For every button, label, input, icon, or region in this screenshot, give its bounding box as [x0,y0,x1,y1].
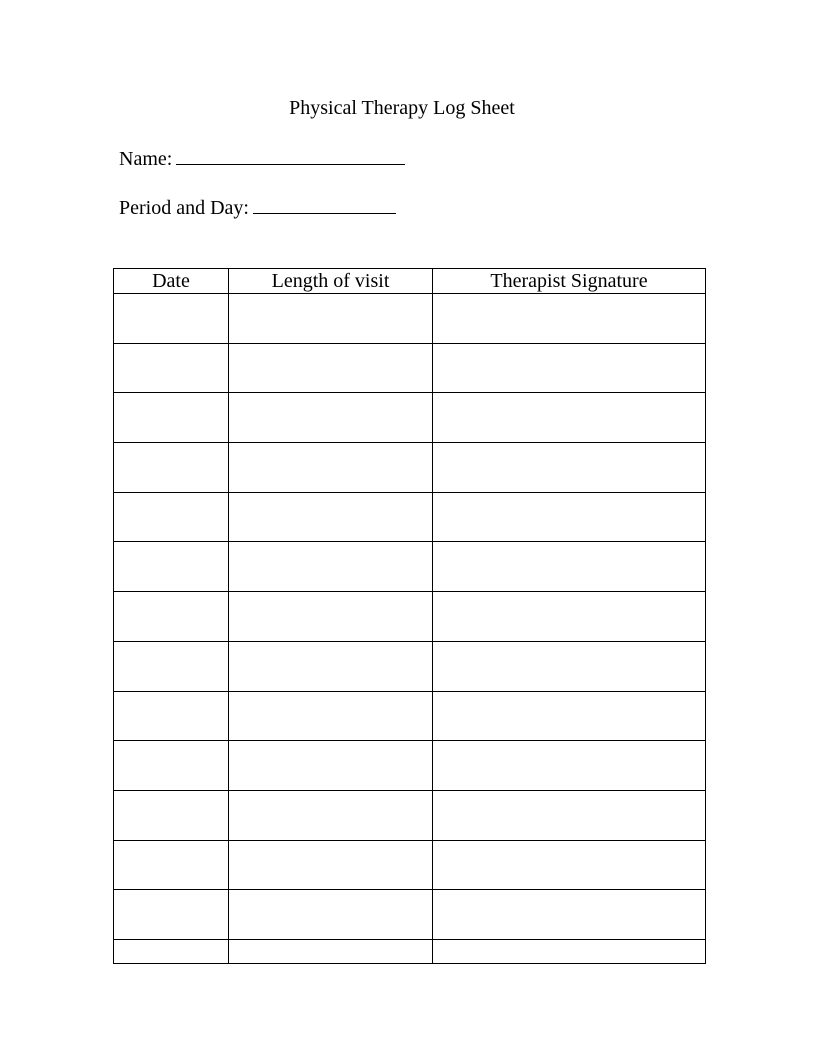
header-length-of-visit: Length of visit [229,269,433,294]
date-cell[interactable] [114,492,229,542]
table-row [114,393,706,443]
signature-cell[interactable] [433,840,706,890]
page-title: Physical Therapy Log Sheet [289,97,515,119]
period-field-row [119,195,396,220]
date-cell[interactable] [114,840,229,890]
signature-cell[interactable] [433,492,706,542]
signature-cell[interactable] [433,343,706,393]
name-field-row [119,146,405,171]
date-cell[interactable] [114,691,229,741]
table-row [114,343,706,393]
signature-cell[interactable] [433,641,706,691]
table-header-row [114,269,706,294]
signature-cell[interactable] [433,890,706,940]
date-cell[interactable] [114,890,229,940]
name-label: Name: [119,148,173,170]
date-cell[interactable] [114,741,229,791]
date-cell[interactable] [114,393,229,443]
signature-cell[interactable] [433,443,706,493]
table-row [114,443,706,493]
date-cell[interactable] [114,790,229,840]
length-cell[interactable] [229,443,433,493]
signature-cell[interactable] [433,939,706,963]
signature-cell[interactable] [433,691,706,741]
table-row [114,790,706,840]
length-cell[interactable] [229,890,433,940]
date-cell[interactable] [114,592,229,642]
signature-cell[interactable] [433,790,706,840]
log-table [113,268,706,964]
length-cell[interactable] [229,790,433,840]
table-row [114,741,706,791]
name-blank-line[interactable] [176,146,405,165]
date-cell[interactable] [114,343,229,393]
length-cell[interactable] [229,393,433,443]
table-row [114,840,706,890]
period-label: Period and Day: [119,197,249,219]
table-row [114,890,706,940]
signature-cell[interactable] [433,393,706,443]
signature-cell[interactable] [433,542,706,592]
date-cell[interactable] [114,641,229,691]
table-row [114,542,706,592]
table-row [114,592,706,642]
length-cell[interactable] [229,343,433,393]
date-cell[interactable] [114,294,229,344]
length-cell[interactable] [229,641,433,691]
header-date: Date [114,269,229,294]
length-cell[interactable] [229,691,433,741]
log-table-body [114,294,706,964]
date-cell[interactable] [114,542,229,592]
date-cell[interactable] [114,939,229,963]
signature-cell[interactable] [433,741,706,791]
length-cell[interactable] [229,840,433,890]
length-cell[interactable] [229,939,433,963]
table-row [114,294,706,344]
table-row [114,691,706,741]
date-cell[interactable] [114,443,229,493]
length-cell[interactable] [229,542,433,592]
length-cell[interactable] [229,741,433,791]
signature-cell[interactable] [433,294,706,344]
table-row [114,939,706,963]
table-row [114,641,706,691]
table-row [114,492,706,542]
period-blank-line[interactable] [253,195,396,214]
length-cell[interactable] [229,592,433,642]
length-cell[interactable] [229,294,433,344]
signature-cell[interactable] [433,592,706,642]
header-therapist-signature: Therapist Signature [433,269,706,294]
length-cell[interactable] [229,492,433,542]
